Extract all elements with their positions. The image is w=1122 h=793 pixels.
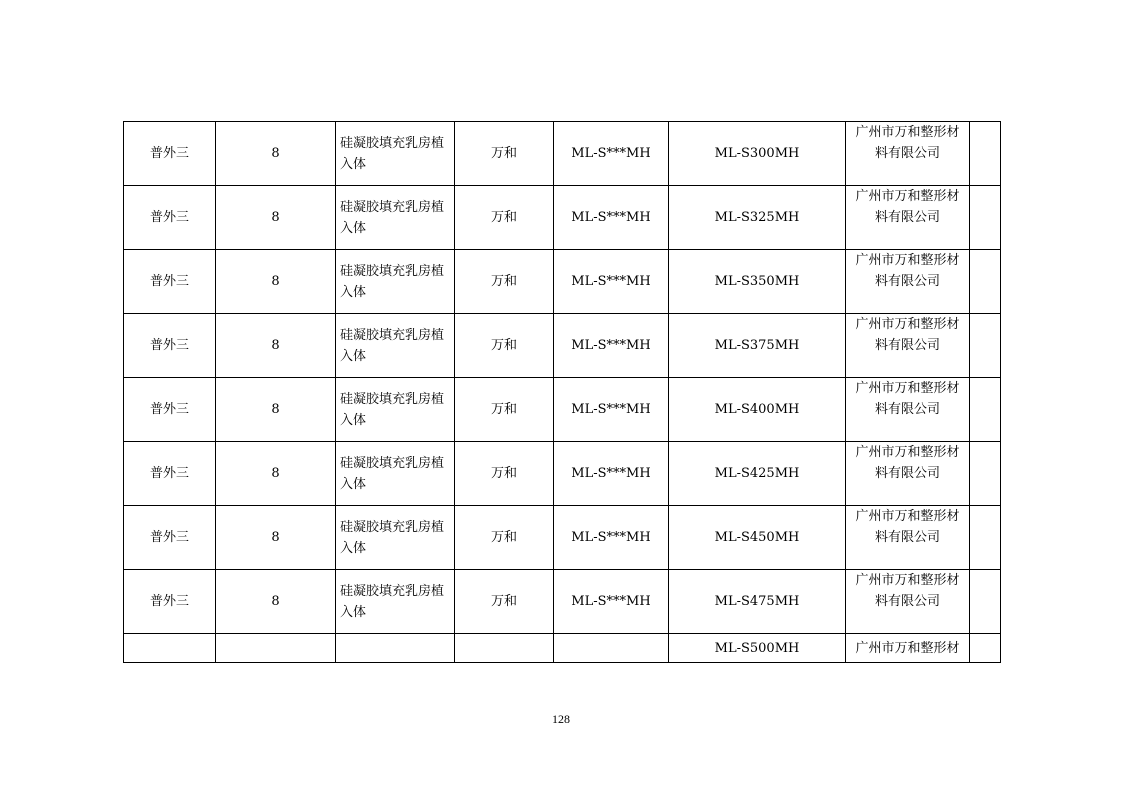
quantity-cell: 8 bbox=[216, 314, 336, 378]
quantity-cell: 8 bbox=[216, 122, 336, 186]
table-row bbox=[124, 314, 1001, 378]
department-cell: 普外三 bbox=[124, 442, 216, 506]
product-name-cell-line-1: 硅凝胶填充乳房植 bbox=[340, 455, 445, 471]
product-name-cell-line-1: 硅凝胶填充乳房植 bbox=[340, 135, 445, 151]
brand-cell: 万和 bbox=[455, 250, 554, 314]
department-cell: 普外三 bbox=[124, 314, 216, 378]
department-cell bbox=[124, 634, 216, 663]
table-row-partial bbox=[124, 634, 1001, 663]
company-cell-line-2: 料有限公司 bbox=[874, 338, 940, 353]
quantity-cell bbox=[216, 634, 336, 663]
product-name-cell-line-1: 硅凝胶填充乳房植 bbox=[340, 327, 445, 343]
department-cell: 普外三 bbox=[124, 570, 216, 634]
product-name-cell-line-1: 硅凝胶填充乳房植 bbox=[340, 391, 445, 407]
model-series-cell: ML-S***MH bbox=[554, 122, 669, 186]
model-series-cell: ML-S***MH bbox=[554, 250, 669, 314]
quantity-cell: 8 bbox=[216, 250, 336, 314]
product-name-cell-line-2: 入体 bbox=[340, 604, 367, 620]
product-name-cell bbox=[336, 314, 455, 378]
company-cell-line-1: 广州市万和整形材 bbox=[855, 445, 960, 460]
table-row bbox=[124, 250, 1001, 314]
product-name-cell-line-2: 入体 bbox=[340, 540, 367, 556]
department-cell: 普外三 bbox=[124, 378, 216, 442]
product-name-cell bbox=[336, 506, 455, 570]
model-cell: ML-S325MH bbox=[669, 186, 846, 250]
model-cell: ML-S375MH bbox=[669, 314, 846, 378]
company-cell-line-1: 广州市万和整形材 bbox=[855, 381, 960, 396]
model-cell: ML-S400MH bbox=[669, 378, 846, 442]
product-name-cell-line-1: 硅凝胶填充乳房植 bbox=[340, 263, 445, 279]
table-row bbox=[124, 186, 1001, 250]
product-name-cell-line-2: 入体 bbox=[340, 348, 367, 364]
table-row bbox=[124, 570, 1001, 634]
product-name-cell-line-1: 硅凝胶填充乳房植 bbox=[340, 583, 445, 599]
company-cell-line-2: 料有限公司 bbox=[874, 530, 940, 545]
extra-cell bbox=[970, 442, 1001, 506]
company-cell-line-1: 广州市万和整形材 bbox=[855, 125, 960, 140]
model-cell: ML-S350MH bbox=[669, 250, 846, 314]
table-row bbox=[124, 122, 1001, 186]
product-name-cell bbox=[336, 186, 455, 250]
company-cell bbox=[846, 378, 970, 442]
product-name-cell bbox=[336, 122, 455, 186]
product-name-cell bbox=[336, 378, 455, 442]
department-cell: 普外三 bbox=[124, 122, 216, 186]
company-cell bbox=[846, 570, 970, 634]
extra-cell bbox=[970, 122, 1001, 186]
brand-cell: 万和 bbox=[455, 570, 554, 634]
product-name-cell bbox=[336, 634, 455, 663]
extra-cell bbox=[970, 250, 1001, 314]
company-cell-line-1: 广州市万和整形材 bbox=[855, 189, 960, 204]
model-series-cell bbox=[554, 634, 669, 663]
quantity-cell: 8 bbox=[216, 570, 336, 634]
model-series-cell: ML-S***MH bbox=[554, 378, 669, 442]
company-cell-line-1: 广州市万和整形材 bbox=[855, 509, 960, 524]
company-cell-line-1: 广州市万和整形材 bbox=[855, 573, 960, 588]
product-name-cell bbox=[336, 570, 455, 634]
quantity-cell: 8 bbox=[216, 442, 336, 506]
company-cell bbox=[846, 186, 970, 250]
product-name-cell-line-2: 入体 bbox=[340, 220, 367, 236]
extra-cell bbox=[970, 186, 1001, 250]
extra-cell bbox=[970, 314, 1001, 378]
model-series-cell: ML-S***MH bbox=[554, 442, 669, 506]
quantity-cell: 8 bbox=[216, 186, 336, 250]
table-body bbox=[124, 122, 1001, 663]
company-cell bbox=[846, 250, 970, 314]
company-cell-line-2: 料有限公司 bbox=[874, 594, 940, 609]
extra-cell bbox=[970, 506, 1001, 570]
product-name-cell bbox=[336, 250, 455, 314]
brand-cell: 万和 bbox=[455, 378, 554, 442]
company-cell bbox=[846, 442, 970, 506]
brand-cell: 万和 bbox=[455, 442, 554, 506]
company-cell bbox=[846, 506, 970, 570]
extra-cell bbox=[970, 570, 1001, 634]
company-cell-line-2: 料有限公司 bbox=[874, 274, 940, 289]
page-number: 128 bbox=[552, 712, 570, 726]
department-cell: 普外三 bbox=[124, 186, 216, 250]
brand-cell bbox=[455, 634, 554, 663]
model-cell: ML-S450MH bbox=[669, 506, 846, 570]
table-row bbox=[124, 506, 1001, 570]
brand-cell: 万和 bbox=[455, 186, 554, 250]
company-cell bbox=[846, 122, 970, 186]
model-cell: ML-S300MH bbox=[669, 122, 846, 186]
model-cell: ML-S500MH bbox=[669, 634, 846, 663]
brand-cell: 万和 bbox=[455, 122, 554, 186]
product-name-cell-line-1: 硅凝胶填充乳房植 bbox=[340, 199, 445, 215]
product-name-cell-line-2: 入体 bbox=[340, 284, 367, 300]
company-cell-line-2: 料有限公司 bbox=[874, 466, 940, 481]
department-cell: 普外三 bbox=[124, 250, 216, 314]
quantity-cell: 8 bbox=[216, 378, 336, 442]
company-cell bbox=[846, 314, 970, 378]
product-name-cell-line-2: 入体 bbox=[340, 156, 367, 172]
model-series-cell: ML-S***MH bbox=[554, 506, 669, 570]
model-series-cell: ML-S***MH bbox=[554, 186, 669, 250]
company-cell-line-2: 料有限公司 bbox=[874, 402, 940, 417]
model-series-cell: ML-S***MH bbox=[554, 570, 669, 634]
extra-cell bbox=[970, 634, 1001, 663]
company-cell-line-1: 广州市万和整形材 bbox=[855, 317, 960, 332]
brand-cell: 万和 bbox=[455, 314, 554, 378]
product-name-cell-line-2: 入体 bbox=[340, 476, 367, 492]
company-cell: 广州市万和整形材 bbox=[846, 634, 970, 663]
extra-cell bbox=[970, 378, 1001, 442]
company-cell-line-2: 料有限公司 bbox=[874, 210, 940, 225]
model-cell: ML-S425MH bbox=[669, 442, 846, 506]
brand-cell: 万和 bbox=[455, 506, 554, 570]
product-name-cell-line-1: 硅凝胶填充乳房植 bbox=[340, 519, 445, 535]
company-cell-line-2: 料有限公司 bbox=[874, 146, 940, 161]
department-cell: 普外三 bbox=[124, 506, 216, 570]
product-name-cell-line-2: 入体 bbox=[340, 412, 367, 428]
quantity-cell: 8 bbox=[216, 506, 336, 570]
product-name-cell bbox=[336, 442, 455, 506]
model-cell: ML-S475MH bbox=[669, 570, 846, 634]
table-row bbox=[124, 442, 1001, 506]
device-table bbox=[123, 121, 1001, 663]
table-row bbox=[124, 378, 1001, 442]
company-cell-line-1: 广州市万和整形材 bbox=[855, 253, 960, 268]
model-series-cell: ML-S***MH bbox=[554, 314, 669, 378]
